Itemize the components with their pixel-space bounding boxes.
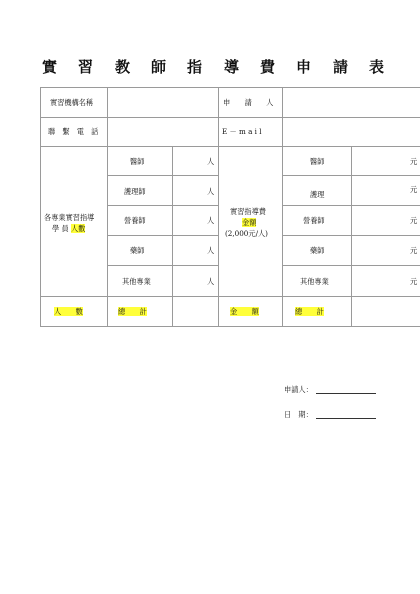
- org-name-field[interactable]: [108, 88, 218, 117]
- fee-section-label: 實習指導費: [230, 207, 266, 216]
- signature-date-label: 日 期：: [284, 410, 313, 419]
- table-divider: [107, 265, 218, 266]
- title-char: 導: [224, 58, 240, 76]
- table-divider: [218, 87, 219, 327]
- applicant-label: 申 請 人: [223, 98, 274, 107]
- title-char: 實: [42, 58, 58, 76]
- profession-label: 護理師: [124, 187, 146, 196]
- unit-label: 人: [207, 157, 215, 166]
- signature-date-field[interactable]: [316, 418, 376, 419]
- title-char: 習: [78, 58, 94, 76]
- count-section-label: 各專業實習指導: [44, 213, 95, 222]
- title-char: 申: [296, 58, 312, 76]
- table-divider: [107, 205, 218, 206]
- title-char: 請: [333, 58, 349, 76]
- fee-unit-label: 元: [410, 157, 418, 166]
- unit-label: 人: [207, 187, 215, 196]
- profession-label: 其他專業: [122, 277, 151, 286]
- org-name-label: 實習機構名稱: [50, 98, 94, 107]
- total-count-sum-label: 總 計: [118, 307, 147, 316]
- total-count-label: 人 數: [54, 307, 83, 316]
- form-title: [0, 56, 420, 78]
- fee-profession-label: 醫師: [310, 157, 325, 166]
- unit-label: 人: [207, 277, 215, 286]
- profession-label: 醫師: [130, 157, 145, 166]
- fee-profession-label: 護理: [310, 190, 325, 199]
- title-char: 指: [187, 58, 203, 76]
- table-divider: [172, 146, 173, 327]
- fee-profession-label: 其他專業: [300, 277, 329, 286]
- count-highlight: 人數: [70, 224, 86, 233]
- fee-rate: (2,000元/人): [225, 229, 268, 238]
- title-char: 教: [115, 58, 131, 76]
- total-amount-sum-label: 總 計: [295, 307, 324, 316]
- table-divider: [40, 146, 420, 147]
- email-field[interactable]: [283, 118, 420, 146]
- table-divider: [40, 296, 420, 297]
- phone-field[interactable]: [108, 118, 218, 146]
- fee-profession-label: 藥師: [310, 246, 325, 255]
- table-divider: [351, 146, 352, 327]
- fee-unit-label: 元: [410, 216, 418, 225]
- signature-applicant-field[interactable]: [316, 393, 376, 394]
- table-divider: [107, 175, 218, 176]
- signature-applicant-label: 申請人：: [284, 385, 313, 394]
- fee-amount-highlight: 金額: [242, 218, 257, 227]
- fee-unit-label: 元: [410, 185, 418, 194]
- profession-label: 藥師: [130, 246, 145, 255]
- email-label: E － m a i l: [222, 127, 262, 136]
- table-border-bottom: [40, 326, 420, 327]
- title-char: 師: [151, 58, 167, 76]
- title-char: 費: [260, 58, 276, 76]
- applicant-field[interactable]: [283, 88, 420, 117]
- profession-label: 營養師: [124, 216, 146, 225]
- title-char: 表: [369, 58, 385, 76]
- phone-label: 聯 繫 電 話: [48, 127, 99, 136]
- unit-label: 人: [207, 216, 215, 225]
- fee-profession-label: 營養師: [303, 216, 325, 225]
- unit-label: 人: [207, 246, 215, 255]
- table-divider: [107, 235, 218, 236]
- total-amount-label: 金 額: [230, 307, 259, 316]
- fee-unit-label: 元: [410, 246, 418, 255]
- table-border-left: [40, 87, 41, 327]
- count-section-label-2: 學 員 人數: [52, 224, 86, 233]
- fee-unit-label: 元: [410, 277, 418, 286]
